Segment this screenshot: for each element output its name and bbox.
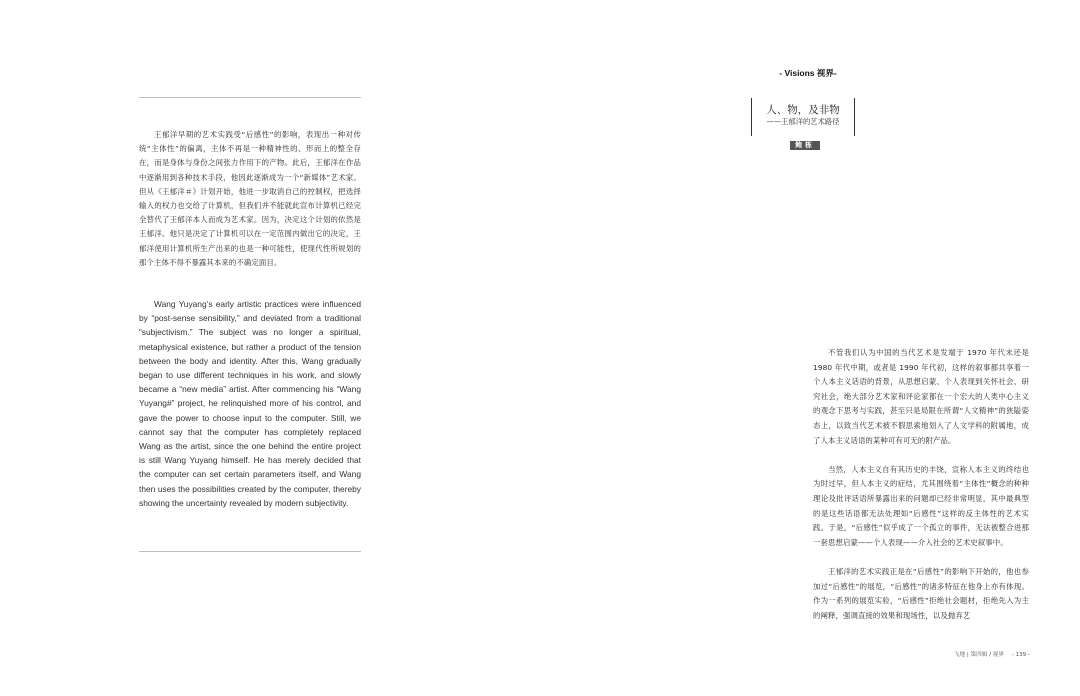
article-subtitle: ——王郁洋的艺术路径 bbox=[766, 117, 840, 126]
top-divider bbox=[139, 97, 361, 98]
page-footer bbox=[930, 650, 1030, 658]
chinese-paragraph: 王郁洋早期的艺术实践受“后感性”的影响，表现出一种对传统“主体性”的偏离，主体不再是一种精神性的、形而上的整全存在，而是身体与身份之间张力作用下的产物。此后，王郁洋在作品中逐渐用到各种技术手段，他因此逐渐成为一个“新媒体”艺术家。但从《王郁洋＃》计划开始，他进一步取消自己的控制权，把选择输入的权力也交给了计算机，但我们并不能就此宣布计算机已经完全替代了王郁洋本人而成为艺术家。因为，决定这个计划的依然是王郁洋。他只是决定了计算机可以在一定范围内做出它的决定，王郁洋使用计算机所生产出来的也是一种可能性，使现代性所规划的那个主体不得不暴露其本来的不确定面目。 bbox=[139, 130, 361, 267]
body-paragraph: 当然，人本主义自有其历史的丰饶，宣称人本主义的终结也为时过早，但人本主义的症结，尤其围绕着“主体性”概念的种种理论及批评话语所暴露出来的问题却已经非常明显，其中最典型的是这些话语都无法处理如“后感性”这样的反主体性的艺术实践。于是，“后感性”似乎成了一个孤立的事件，无法被整合进那一套思想启蒙——个人表现——介入社会的艺术史叙事中。 bbox=[813, 464, 1029, 547]
author-badge: 鲍栋 bbox=[790, 141, 820, 150]
body-paragraph: 王郁洋的艺术实践正是在“后感性”的影响下开始的，他也参加过“后感性”的展览，“后感性”的诸多特征在他身上亦有体现。作为一系列的展览实验，“后感性”拒绝社会题材，拒绝先入为主的阐释，强调直接的效果和现场性，以及抛弃艺 bbox=[813, 566, 1029, 620]
right-page bbox=[540, 0, 1080, 696]
english-paragraph: Wang Yuyang’s early artistic practices were influenced by “post-sense sensibility,” and deviated from a traditional “subjectivism.” The subject was no longer a spiritual, metaphysical existence, but rather a product of the tension between the body and identity. After this, Wang gradually began to use different techniques in his work, and slowly became a “new media” artist. After commencing his “Wang Yuyang#” project, he relinquished more of his control, and gave the power to choose input to the computer. Still, we cannot say that the computer has completely replaced Wang as the artist, since the one behind the entire project is still Wang Yuyang himself. He has merely decided that the computer can set certain parameters itself, and Wang then uses the possibilities created by the computer, thereby showing the uncertainty revealed by modern subjectivity. bbox=[139, 299, 361, 508]
body-paragraph: 不管我们认为中国的当代艺术是发端于 1970 年代末还是 1980 年代中期，或者是 1990 年代初，这样的叙事都共享着一个人本主义话语的背景，从思想启蒙、个人表现到关怀社会、研究社会，绝大部分艺术家和评论家都在一个宏大的人类中心主义的观念下思考与实践，甚至只是局限在所谓“人文精神”的狭隘姿态上，以致当代艺术被不假思索地划入了人文学科的附属地，成了人本主义话语的某种可有可无的附产品。 bbox=[813, 348, 1029, 445]
article-title: 人、物，及非物 bbox=[766, 104, 840, 116]
footer-magazine: 飞地 | 第四辑 / 视界 bbox=[953, 652, 1004, 658]
title-bracket-right bbox=[854, 98, 855, 136]
page-number: - 139 - bbox=[1011, 652, 1030, 658]
article-body bbox=[813, 346, 1029, 638]
bottom-divider bbox=[139, 551, 361, 552]
section-label: - Visions 视界- bbox=[779, 68, 837, 78]
